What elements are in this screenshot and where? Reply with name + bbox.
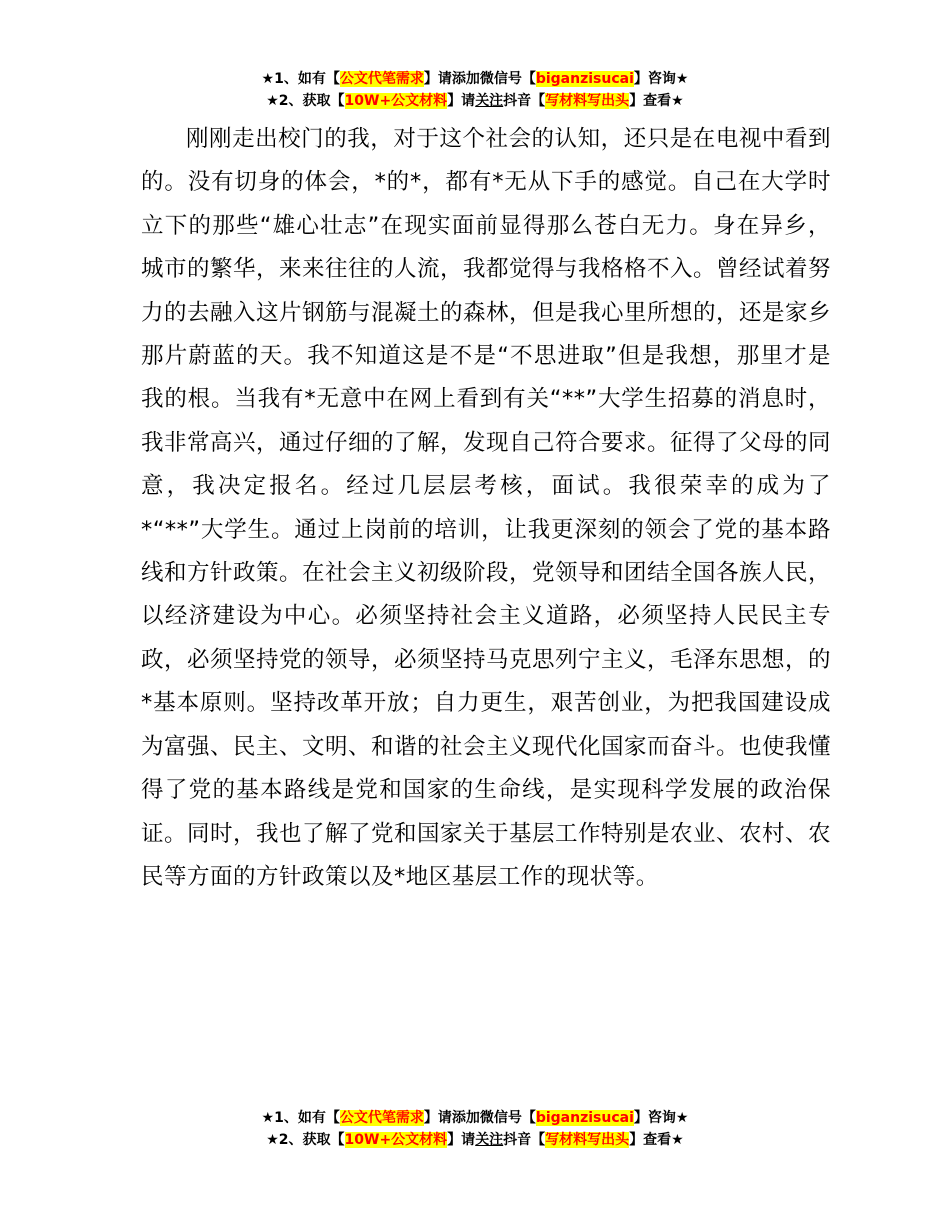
header-ad-line-2-suffix: 】查看★ (629, 93, 684, 109)
header-ad-line-2-middle-b: 抖音【 (503, 93, 546, 109)
header-ad-line-2-follow: 关注 (475, 93, 504, 109)
header-ad-line-2 (0, 90, 950, 112)
footer-ad-line-2-follow: 关注 (475, 1132, 504, 1148)
footer-ad-line-2-middle-a: 】请 (447, 1132, 476, 1148)
header-ad-line-2-middle-a: 】请 (447, 93, 476, 109)
footer-ad-line-1-highlight-wechat: biganzisucai (535, 1110, 634, 1126)
header-ad-line-2-highlight-account: 写材料写出头 (545, 93, 630, 109)
footer-ad-line-2 (0, 1129, 950, 1151)
footer-ad-line-2-highlight-account: 写材料写出头 (545, 1132, 630, 1148)
header-ad-line-1-middle: 】请添加微信号【 (423, 71, 536, 87)
body-paragraph: 刚刚走出校门的我，对于这个社会的认知，还只是在电视中看到的。没有切身的体会，*的*，都有*无从下手的感觉。自己在大学时立下的那些“雄心壮志”在现实面前显得那么苍白无力。身在异乡，城市的繁华，来来往往的人流，我都觉得与我格格不入。曾经试着努力的去融入这片钢筋与混凝土的森林，但是我心里所想的，还是家乡那片蔚蓝的天。我不知道这是不是“不思进取”但是我想，那里才是我的根。当我有*无意中在网上看到有关“**”大学生招募的消息时，我非常高兴，通过仔细的了解，发现自己符合要求。征得了父母的同意，我决定报名。经过几层层考核，面试。我很荣幸的成为了*“**”大学生。通过上岗前的培训，让我更深刻的领会了党的基本路线和方针政策。在社会主义初级阶段，党领导和团结全国各族人民，以经济建设为中心。必须坚持社会主义道路，必须坚持人民民主专政，必须坚持党的领导，必须坚持马克思列宁主义，毛泽东思想，的*基本原则。坚持改革开放；自力更生，艰苦创业，为把我国建设成为富强、民主、文明、和谐的社会主义现代化国家而奋斗。也使我懂得了党的基本路线是党和国家的生命线，是实现科学发展的政治保证。同时，我也了解了党和国家关于基层工作特别是农业、农村、农民等方面的方针政策以及*地区基层工作的现状等。 (141, 126, 832, 890)
header-ad-line-1-highlight-wechat: biganzisucai (535, 71, 634, 87)
header-ad-line-1-highlight-service: 公文代笔需求 (339, 71, 424, 87)
header-ad-line-2-prefix: ★2、获取【 (266, 93, 345, 109)
header-ad-line-1-suffix: 】咨询★ (633, 71, 689, 87)
footer-ad-line-2-middle-b: 抖音【 (503, 1132, 546, 1148)
footer-ad-line-1 (0, 1107, 950, 1129)
footer-ad (0, 1107, 950, 1151)
footer-ad-line-1-prefix: ★1、如有【 (261, 1110, 340, 1126)
header-ad-line-1-prefix: ★1、如有【 (261, 71, 340, 87)
footer-ad-line-2-prefix: ★2、获取【 (266, 1132, 345, 1148)
footer-ad-line-2-suffix: 】查看★ (629, 1132, 684, 1148)
header-ad-line-1 (0, 68, 950, 90)
footer-ad-line-1-middle: 】请添加微信号【 (423, 1110, 536, 1126)
header-ad (0, 68, 950, 112)
header-ad-line-2-highlight-materials: 10W+公文材料 (344, 93, 448, 109)
footer-ad-line-1-highlight-service: 公文代笔需求 (339, 1110, 424, 1126)
footer-ad-line-1-suffix: 】咨询★ (633, 1110, 689, 1126)
footer-ad-line-2-highlight-materials: 10W+公文材料 (344, 1132, 448, 1148)
